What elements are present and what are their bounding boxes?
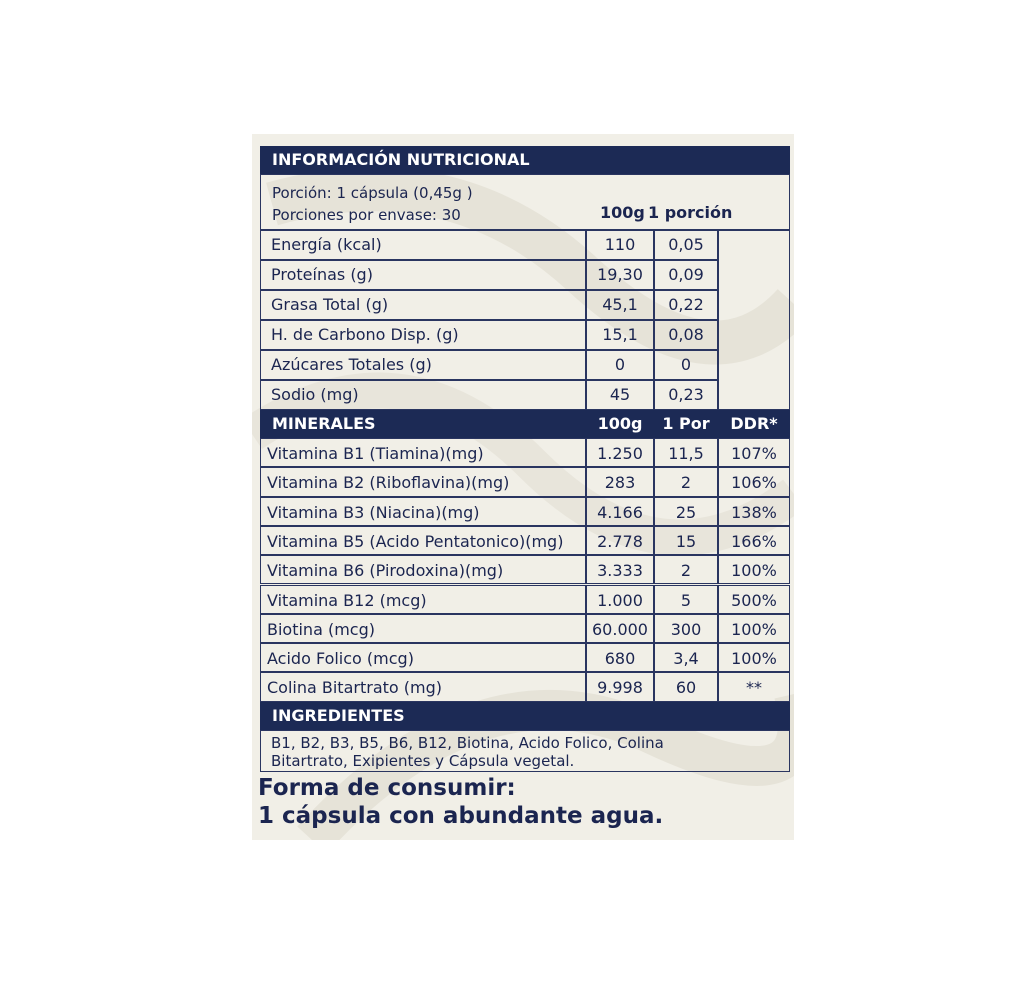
- mineral-row-ddr: 138%: [718, 497, 790, 526]
- minerals-col-por: 1 Por: [662, 414, 710, 433]
- mineral-row-label: Vitamina B3 (Niacina)(mg): [260, 497, 586, 526]
- mineral-row-ddr: 107%: [718, 438, 790, 467]
- col-header-100g: 100g: [600, 203, 645, 222]
- mineral-row-portion: 5: [654, 585, 718, 614]
- nutrition-row-label: Grasa Total (g): [260, 290, 586, 320]
- mineral-row-per100g: 1.000: [586, 585, 654, 614]
- mineral-row-label: Colina Bitartrato (mg): [260, 672, 586, 701]
- ingredients-line-1: B1, B2, B3, B5, B6, B12, Biotina, Acido Folico, Colina: [271, 734, 664, 752]
- nutrition-row-label: Sodio (mg): [260, 380, 586, 410]
- mineral-row-portion: 3,4: [654, 643, 718, 672]
- usage-title: Forma de consumir:: [258, 775, 516, 801]
- nutrition-row-per100g: 110: [586, 230, 654, 260]
- mineral-row-per100g: 9.998: [586, 672, 654, 701]
- ingredients-title: INGREDIENTES: [272, 706, 405, 725]
- mineral-row-per100g: 60.000: [586, 614, 654, 643]
- nutrition-row-portion: 0: [654, 350, 718, 380]
- mineral-row-label: Biotina (mcg): [260, 614, 586, 643]
- ingredients-line-2: Bitartrato, Exipientes y Cápsula vegetal.: [271, 752, 575, 770]
- nutrition-row-per100g: 45,1: [586, 290, 654, 320]
- minerals-col-ddr: DDR*: [730, 414, 778, 433]
- mineral-row-label: Vitamina B5 (Acido Pentatonico)(mg): [260, 526, 586, 555]
- mineral-row-label: Vitamina B2 (Riboflavina)(mg): [260, 467, 586, 496]
- mineral-row-ddr: 100%: [718, 643, 790, 672]
- nutrition-row-per100g: 19,30: [586, 260, 654, 290]
- nutrition-side-column: [718, 230, 790, 410]
- mineral-row-label: Vitamina B1 (Tiamina)(mg): [260, 438, 586, 467]
- mineral-row-per100g: 283: [586, 467, 654, 496]
- minerals-col-100g: 100g: [597, 414, 643, 433]
- ingredients-box: [260, 730, 790, 772]
- mineral-row-per100g: 4.166: [586, 497, 654, 526]
- mineral-row-ddr: 166%: [718, 526, 790, 555]
- mineral-row-portion: 11,5: [654, 438, 718, 467]
- nutrition-row-portion: 0,09: [654, 260, 718, 290]
- nutrition-row-portion: 0,22: [654, 290, 718, 320]
- serving-portion: Porción: 1 cápsula (0,45g ): [272, 184, 473, 202]
- page-title: INFORMACIÓN NUTRICIONAL: [272, 150, 530, 169]
- mineral-row-portion: 2: [654, 555, 718, 584]
- mineral-row-portion: 300: [654, 614, 718, 643]
- mineral-row-portion: 15: [654, 526, 718, 555]
- nutrition-row-label: Azúcares Totales (g): [260, 350, 586, 380]
- col-header-portion: 1 porción: [648, 203, 733, 222]
- mineral-row-ddr: **: [718, 672, 790, 701]
- mineral-row-ddr: 100%: [718, 555, 790, 584]
- mineral-row-per100g: 3.333: [586, 555, 654, 584]
- nutrition-row-portion: 0,23: [654, 380, 718, 410]
- mineral-row-label: Vitamina B6 (Pirodoxina)(mg): [260, 555, 586, 584]
- nutrition-row-portion: 0,08: [654, 320, 718, 350]
- nutrition-row-per100g: 0: [586, 350, 654, 380]
- nutrition-row-label: Energía (kcal): [260, 230, 586, 260]
- title-bar: [260, 146, 790, 174]
- mineral-row-portion: 2: [654, 467, 718, 496]
- mineral-row-per100g: 680: [586, 643, 654, 672]
- ingredients-header: [260, 702, 790, 730]
- mineral-row-label: Vitamina B12 (mcg): [260, 585, 586, 614]
- mineral-row-per100g: 2.778: [586, 526, 654, 555]
- nutrition-row-per100g: 45: [586, 380, 654, 410]
- nutrition-row-label: Proteínas (g): [260, 260, 586, 290]
- mineral-row-ddr: 100%: [718, 614, 790, 643]
- usage-text: 1 cápsula con abundante agua.: [258, 803, 664, 829]
- mineral-row-ddr: 106%: [718, 467, 790, 496]
- serving-per-container: Porciones por envase: 30: [272, 206, 461, 224]
- nutrition-row-label: H. de Carbono Disp. (g): [260, 320, 586, 350]
- mineral-row-per100g: 1.250: [586, 438, 654, 467]
- minerals-title: MINERALES: [272, 414, 376, 433]
- mineral-row-label: Acido Folico (mcg): [260, 643, 586, 672]
- mineral-row-portion: 25: [654, 497, 718, 526]
- mineral-row-portion: 60: [654, 672, 718, 701]
- mineral-row-ddr: 500%: [718, 585, 790, 614]
- nutrition-row-portion: 0,05: [654, 230, 718, 260]
- nutrition-row-per100g: 15,1: [586, 320, 654, 350]
